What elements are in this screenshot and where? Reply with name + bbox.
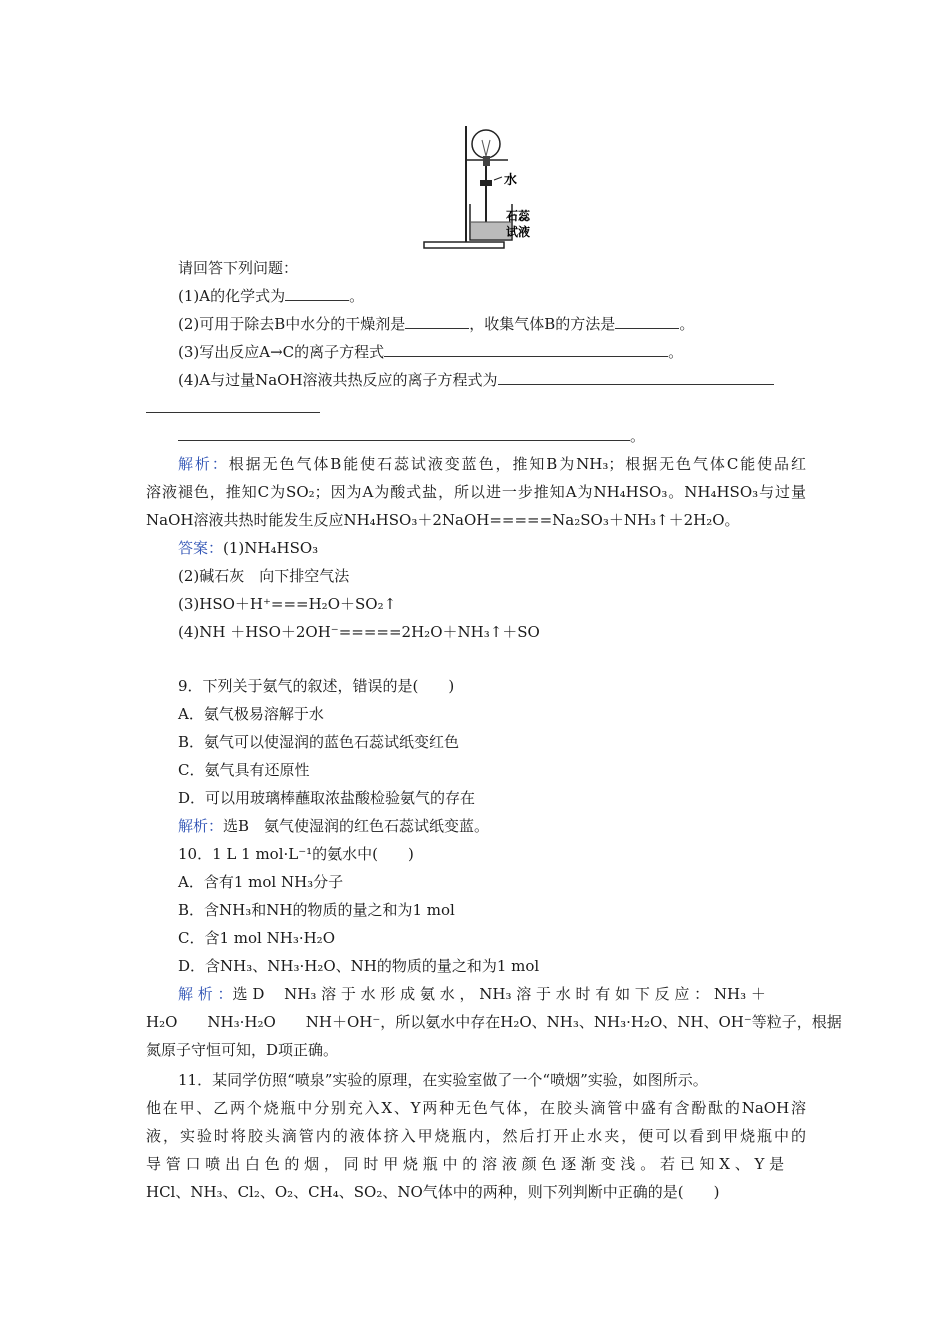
q11-line2: 他在甲、乙两个烧瓶中分别充入X、Y两种无色气体，在胶头滴管中盛有含酚酞的NaOH溶: [146, 1099, 806, 1117]
answer-blank[interactable]: [405, 314, 469, 329]
q10-option-b: B．含NH₃和NH的物质的量之和为1 mol: [178, 901, 455, 919]
answer-label: 答案：: [178, 539, 224, 557]
answer-blank[interactable]: [178, 426, 630, 441]
q8-part3-end: 。: [668, 343, 684, 361]
q10-analysis-line3: 氮原子守恒可知，D项正确。: [146, 1041, 339, 1059]
answer-blank[interactable]: [384, 342, 668, 357]
answer-blank[interactable]: [285, 286, 349, 301]
q10-option-a: A．含有1 mol NH₃分子: [178, 873, 344, 891]
q8-answer-3: (3)HSO＋H⁺===H₂O＋SO₂↑: [178, 595, 397, 613]
q8-part4-end: 。: [630, 427, 646, 445]
q8-part1-end: 。: [349, 287, 365, 305]
q8-answer-4: (4)NH ＋HSO＋2OH⁻=====2H₂O＋NH₃↑＋SO: [178, 623, 540, 641]
q9-option-d: D．可以用玻璃棒蘸取浓盐酸检验氨气的存在: [178, 789, 476, 807]
q8-part3: [178, 342, 683, 362]
q10-analysis-line2: H₂O NH₃·H₂O NH＋OH⁻，所以氨水中存在H₂O、NH₃、NH₃·H₂O、NH、OH⁻等粒子，根据: [146, 1013, 842, 1031]
q8-analysis-text1: 根据无色气体B能使石蕊试液变蓝色，推知B为NH₃；根据无色气体C能使品红: [228, 455, 806, 473]
fountain-apparatus-figure: [416, 122, 536, 252]
q8-analysis-line2: 溶液褪色，推知C为SO₂；因为A为酸式盐，所以进一步推知A为NH₄HSO₃。NH₄HSO₃与过量: [146, 483, 806, 501]
q8-prompt: 请回答下列问题：: [178, 259, 299, 277]
label-litmus-1: 石蕊: [506, 209, 531, 223]
q9-stem: 9．下列关于氨气的叙述，错误的是( ): [178, 677, 455, 695]
analysis-label: 解 析 ：: [178, 985, 233, 1003]
q8-part4-cont: [146, 398, 320, 418]
q8-answer-1: [178, 538, 318, 558]
q11-line5: HCl、NH₃、Cl₂、O₂、CH₄、SO₂、NO气体中的两种，则下列判断中正确的是( ): [146, 1183, 720, 1201]
label-litmus-2: 试液: [506, 225, 531, 239]
q9-option-c: C．氨气具有还原性: [178, 761, 310, 779]
q8-part4-text: (4)A与过量NaOH溶液共热反应的离子方程式为: [178, 371, 498, 389]
answer-blank[interactable]: [615, 314, 679, 329]
q10-option-d: D．含NH₃、NH₃·H₂O、NH的物质的量之和为1 mol: [178, 957, 540, 975]
q8-part4-cont2: [178, 426, 645, 446]
label-water: 水: [504, 173, 518, 188]
q9-analysis: [178, 816, 489, 836]
q8-part2: [178, 314, 694, 334]
q11-line4: 导 管 口 喷 出 白 色 的 烟 ， 同 时 甲 烧 瓶 中 的 溶 液 颜 色 逐 渐 变 浅 。 若 已 知 X 、 Y 是: [146, 1155, 785, 1173]
q11-line1: 11．某同学仿照“喷泉”实验的原理，在实验室做了一个“喷烟”实验，如图所示。: [178, 1071, 708, 1089]
q8-part3-text: (3)写出反应A→C的离子方程式: [178, 343, 385, 361]
answer-blank[interactable]: [146, 398, 320, 413]
q11-line3: 液，实验时将胶头滴管内的液体挤入甲烧瓶内，然后打开止水夹，便可以看到甲烧瓶中的: [146, 1127, 806, 1145]
q9-option-b: B．氨气可以使湿润的蓝色石蕊试纸变红色: [178, 733, 460, 751]
q8-part1-text: (1)A的化学式为: [178, 287, 286, 305]
q9-analysis-text: 选B 氨气使湿润的红色石蕊试纸变蓝。: [223, 817, 490, 835]
q10-option-c: C．含1 mol NH₃·H₂O: [178, 929, 335, 947]
answer-blank[interactable]: [498, 370, 774, 385]
analysis-label: 解析：: [178, 817, 224, 835]
q8-part4: [178, 370, 774, 390]
q10-stem: 10．1 L 1 mol·L⁻¹的氨水中( ): [178, 845, 414, 863]
q8-analysis-line1: [146, 454, 806, 474]
q10-analysis-line1: [178, 984, 766, 1004]
q8-answer-2: (2)碱石灰 向下排空气法: [178, 567, 350, 585]
analysis-label: 解析：: [178, 455, 229, 473]
q8-analysis-line3: NaOH溶液共热时能发生反应NH₄HSO₃＋2NaOH=====Na₂SO₃＋NH₃↑＋2H₂O。: [146, 511, 740, 529]
q9-option-a: A．氨气极易溶解于水: [178, 705, 324, 723]
q8-answer-1-text: (1)NH₄HSO₃: [223, 539, 319, 557]
q8-part2-end: 。: [679, 315, 695, 333]
q8-part1: [178, 286, 364, 306]
q8-part2-mid: ，收集气体B的方法是: [469, 315, 616, 333]
q10-analysis-text1: 选 D NH₃ 溶 于 水 形 成 氨 水 ， NH₃ 溶 于 水 时 有 如 下 反 应 ： NH₃ ＋: [232, 985, 766, 1003]
q8-part2-text: (2)可用于除去B中水分的干燥剂是: [178, 315, 406, 333]
